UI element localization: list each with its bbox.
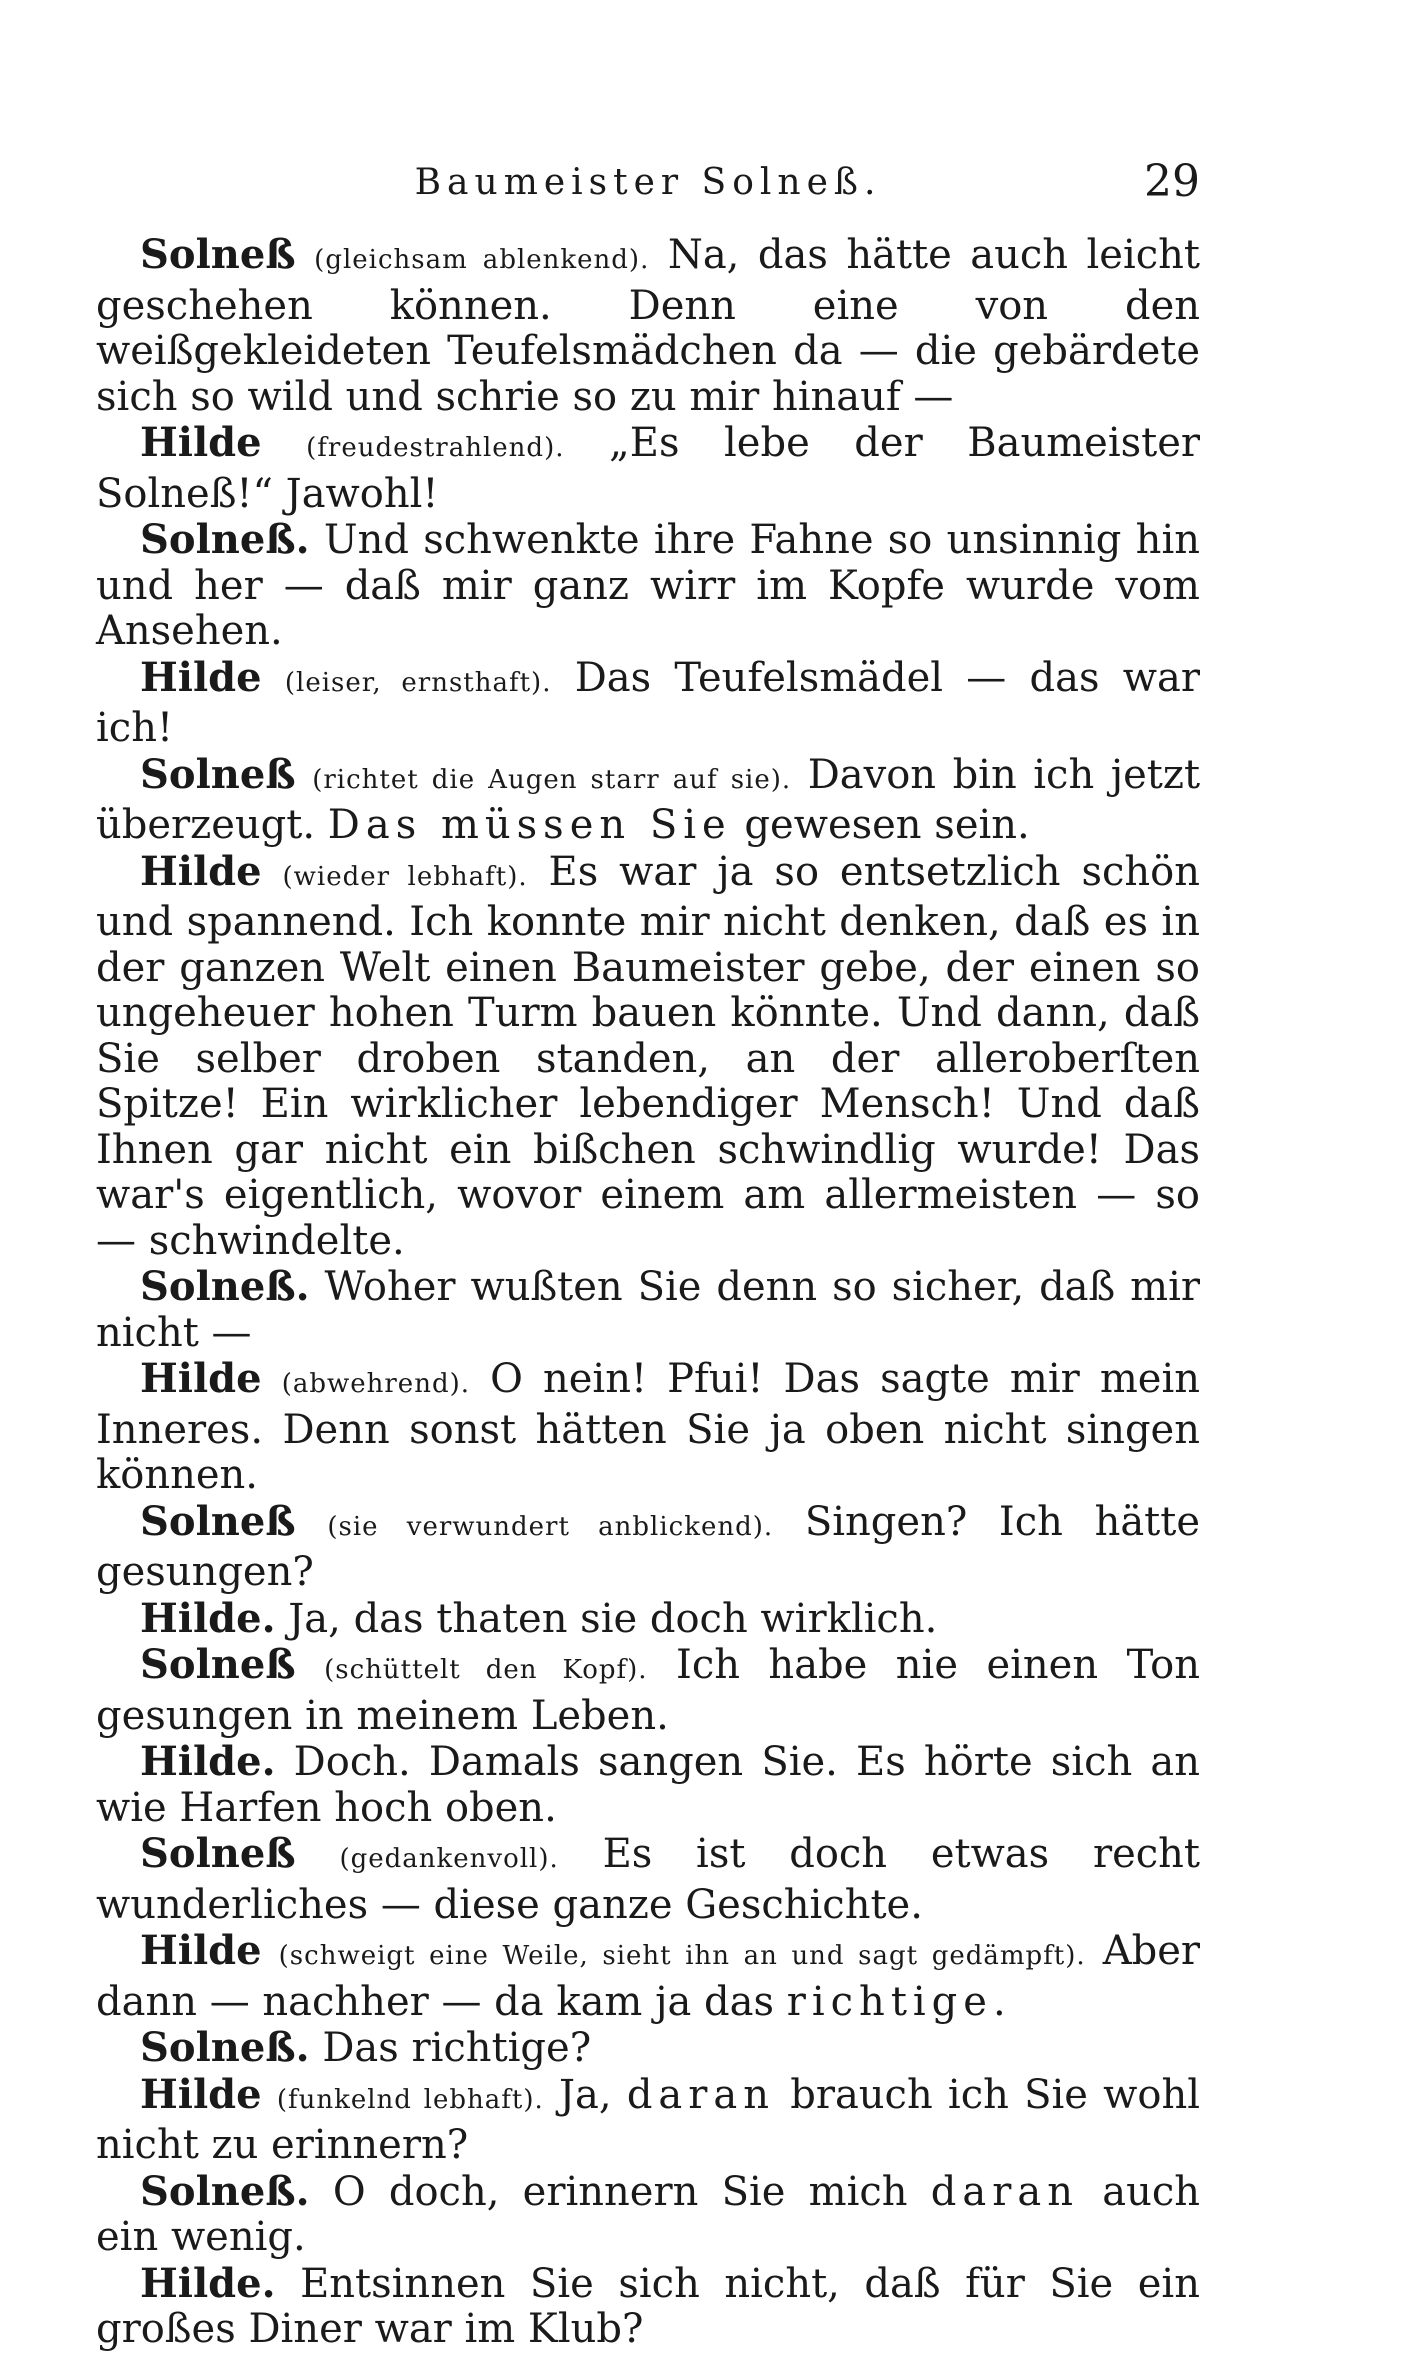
stage-direction: (freudestrahlend).: [306, 433, 565, 463]
speech-paragraph: [96, 1264, 1200, 1356]
speech-text: Es war ja so entsetzlich schön und spannend. Ich konnte mir nicht denken, daß es in der ganzen Welt einen Baumeister gebe, der einen so ungeheuer hohen Turm bauen könnte. Und dann, daß Sie selber droben standen, an der alleroberſten Spitze! Ein wirklicher lebendiger Mensch! Und daß Ihnen gar nicht ein bißchen schwindlig wurde! Das war's eigentlich, wovor einem am allermeisten — so — schwindelte.: [96, 848, 1200, 1264]
speech-text-continued: brauch ich Sie wohl nicht zu erinnern?: [96, 2071, 1201, 2168]
speech-paragraph: [96, 420, 1200, 517]
speech-text: Das Teufelsmädel — das war ich!: [96, 654, 1200, 751]
speech-text: Das richtige?: [322, 2025, 592, 2071]
speaker-name: Hilde.: [140, 2259, 276, 2307]
speaker-name: Hilde.: [140, 1738, 276, 1785]
stage-direction: (schüttelt den Kopf).: [324, 1655, 648, 1685]
stage-direction: (richtet die Augen starr auf sie).: [312, 764, 792, 795]
speech-text: Singen? Ich hätte gesungen?: [96, 1498, 1200, 1595]
speech-paragraph: [96, 752, 1200, 849]
speech-text: Davon bin ich jetzt überzeugt.: [96, 751, 1201, 848]
speaker-name: Solneß: [140, 750, 296, 798]
speaker-name: Solneß.: [140, 1263, 310, 1310]
emphasized-text: daran: [930, 2168, 1079, 2215]
speech-text: Es ist doch etwas recht wunderliches — diese ganze Geschichte.: [96, 1831, 1200, 1928]
speaker-name: Hilde: [140, 1355, 262, 1402]
speaker-name: Hilde: [140, 2070, 262, 2118]
speech-text-continued: auch ein wenig.: [96, 2168, 1200, 2260]
speaker-name: Hilde: [140, 653, 262, 701]
speech-paragraph: [96, 517, 1200, 655]
speech-text-continued: gewesen sein.: [744, 802, 1030, 848]
speech-paragraph: [96, 849, 1200, 1265]
speech-text: Ja, das thaten sie doch wirklich.: [288, 1595, 938, 1642]
stage-direction: (schweigt eine Weile, sieht ihn an und sagt gedämpft).: [278, 1941, 1086, 1971]
stage-direction: (funkelnd lebhaft).: [276, 2084, 544, 2115]
stage-direction: (gedankenvoll).: [339, 1844, 559, 1874]
speech-paragraph: [96, 1928, 1200, 2025]
speaker-name: Hilde.: [140, 1594, 276, 1642]
speech-paragraph: [96, 2169, 1200, 2261]
stage-direction: (leiser, ernsthaft).: [284, 667, 552, 698]
speaker-name: Solneß: [140, 1641, 296, 1688]
page-number: 29: [1144, 156, 1200, 207]
running-head: [96, 156, 1200, 222]
speaker-name: Solneß: [140, 231, 296, 278]
speaker-name: Solneß.: [140, 2024, 310, 2071]
speaker-name: Hilde: [140, 419, 262, 466]
emphasized-text: richtige.: [786, 1978, 1012, 2025]
speech-text: O nein! Pfui! Das sagte mir mein Inneres. Denn sonst hätten Sie ja oben nicht singen können.: [96, 1356, 1200, 1498]
emphasized-text: daran: [626, 2071, 775, 2118]
speech-paragraph: [96, 1642, 1200, 1739]
speech-text: Woher wußten Sie denn so sicher, daß mir nicht —: [96, 1264, 1200, 1356]
running-title: Baumeister Solneß.: [414, 162, 882, 203]
stage-direction: (gleichsam ablenkend).: [314, 245, 650, 275]
speech-paragraph: [96, 655, 1200, 752]
stage-direction: (sie verwundert anblickend).: [327, 1511, 774, 1542]
speaker-name: Hilde: [140, 1927, 262, 1974]
speaker-name: Solneß.: [140, 516, 310, 563]
speaker-name: Solneß: [140, 1830, 296, 1877]
speech-paragraph: [96, 2025, 1200, 2072]
stage-direction: (abwehrend).: [281, 1369, 470, 1399]
stage-direction: (wieder lebhaft).: [282, 861, 528, 892]
speech-paragraph: [96, 1831, 1200, 1928]
speech-text: Doch. Damals sangen Sie. Es hörte sich an wie Harfen hoch oben.: [96, 1739, 1200, 1831]
speech-paragraph: [96, 232, 1200, 420]
speech-text: Ja,: [558, 2071, 612, 2118]
speech-text: Ich habe nie einen Ton gesungen in meinem Leben.: [96, 1642, 1200, 1739]
speech-paragraph: [96, 2261, 1200, 2353]
emphasized-text: Das müssen Sie: [327, 802, 732, 848]
speech-paragraph: [96, 1499, 1200, 1596]
dialogue-body: [96, 232, 1200, 2353]
speech-paragraph: [96, 1596, 1200, 1643]
speech-text: O doch, erinnern Sie mich: [332, 2168, 908, 2215]
speech-text: Entsinnen Sie sich nicht, daß für Sie ein großes Diner war im Klub?: [96, 2260, 1200, 2352]
speech-paragraph: [96, 1356, 1200, 1499]
speech-paragraph: [96, 1739, 1200, 1831]
speech-paragraph: [96, 2072, 1200, 2169]
speaker-name: Solneß: [140, 1497, 296, 1545]
speech-text: „Es lebe der Baumeister Solneß!“ Jawohl!: [96, 420, 1201, 517]
speaker-name: Solneß.: [140, 2167, 310, 2215]
speech-text: Na, das hätte auch leicht geschehen können. Denn eine von den weißgekleideten Teufelsmädchen da — die gebärdete sich so wild und schrie so zu mir hinauf —: [96, 232, 1200, 420]
speech-text: Aber dann — nachher — da kam ja das: [96, 1928, 1200, 2025]
speaker-name: Hilde: [140, 847, 262, 895]
speech-text: Und schwenkte ihre Fahne so unsinnig hin und her — daß mir ganz wirr im Kopfe wurde vom Ansehen.: [96, 517, 1200, 654]
